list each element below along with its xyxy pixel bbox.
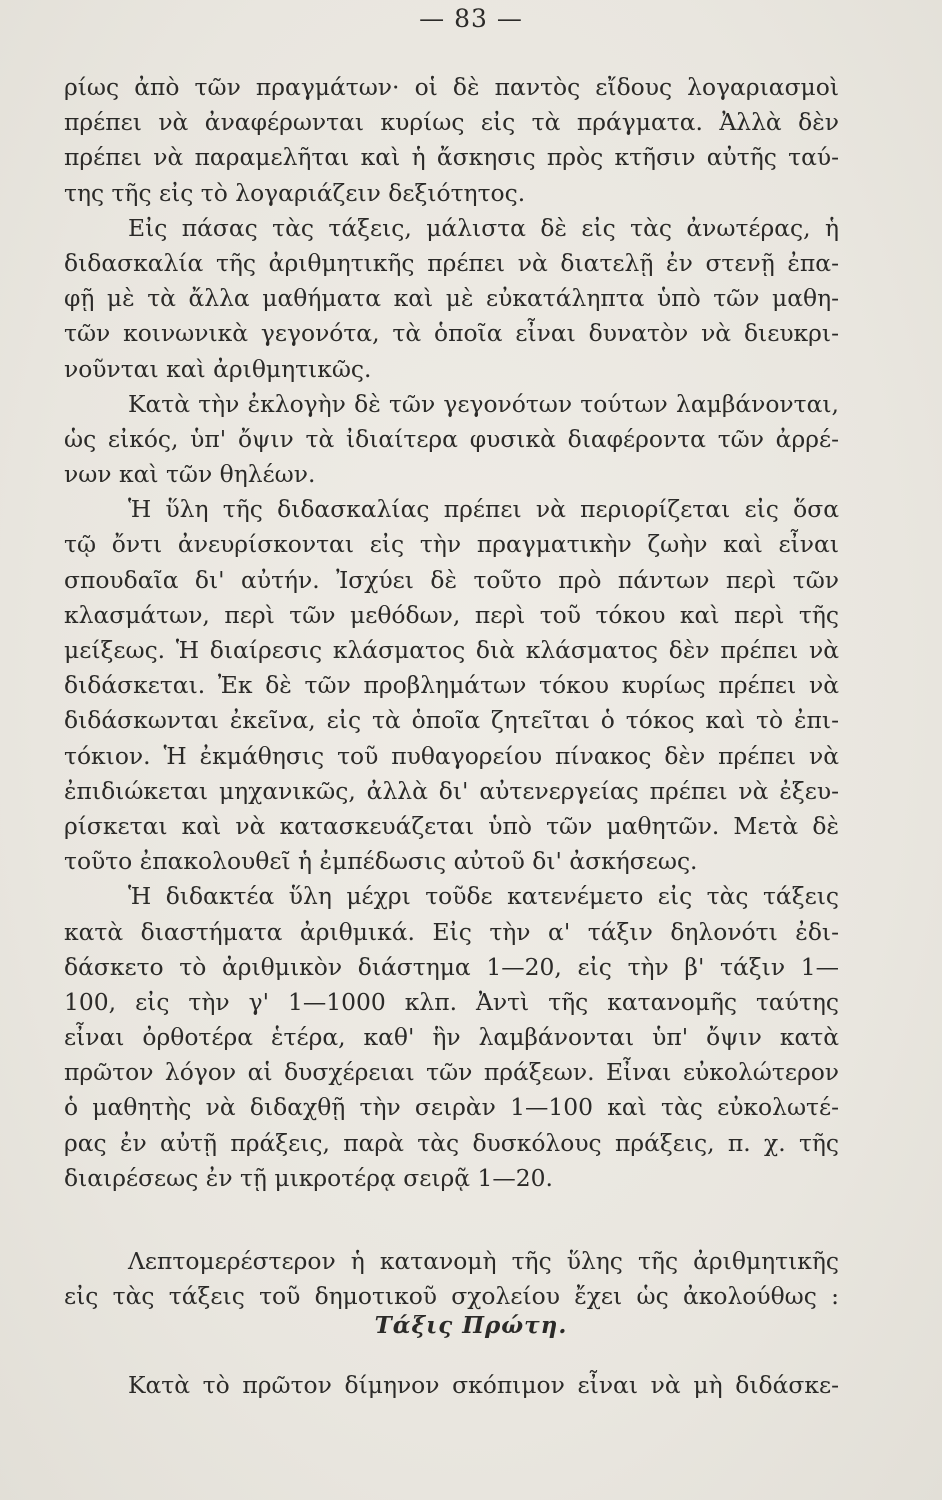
page-number: — 83 —	[419, 4, 523, 33]
text-line: πρέπει νὰ ἀναφέρωνται κυρίως εἰς τὰ πράγματα. Ἀλλὰ δὲν	[64, 108, 839, 137]
text-line: κλασμάτων, περὶ τῶν μεθόδων, περὶ τοῦ τόκου καὶ περὶ τῆς	[64, 600, 839, 629]
text-line: τόκιον. Ἡ ἐκμάθησις τοῦ πυθαγορείου πίνακος δὲν πρέπει νὰ	[64, 741, 839, 770]
text-line: τῷ ὄντι ἀνευρίσκονται εἰς τὴν πραγματικὴν ζωὴν καὶ εἶναι	[64, 530, 839, 559]
text-line: της τῆς εἰς τὸ λογαριάζειν δεξιότητος.	[64, 178, 526, 207]
paragraph	[64, 492, 839, 879]
text-line: Κατὰ τὴν ἐκλογὴν δὲ τῶν γεγονότων τούτων λαμβάνονται,	[128, 389, 839, 418]
paragraph-gap	[64, 1196, 839, 1244]
text-line: πρέπει νὰ παραμελῆται καὶ ἡ ἄσκησις πρὸς κτῆσιν αὐτῆς ταύ-	[64, 143, 839, 172]
text-line: δάσκετο τὸ ἀριθμικὸν διάστημα 1—20, εἰς τὴν β' τάξιν 1—	[64, 952, 839, 981]
section-heading: Τάξις Πρώτη.	[374, 1312, 568, 1339]
text-line: εἰς τὰς τάξεις τοῦ δημοτικοῦ σχολείου ἔχει ὡς ἀκολούθως :	[64, 1282, 839, 1311]
text-line: πρῶτον λόγον αἱ δυσχέρειαι τῶν πράξεων. Εἶναι εὐκολώτερον	[64, 1058, 839, 1087]
text-line: Εἰς πάσας τὰς τάξεις, μάλιστα δὲ εἰς τὰς ἀνωτέρας, ἡ	[128, 213, 839, 242]
text-line: ρίως ἀπὸ τῶν πραγμάτων· οἱ δὲ παντὸς εἴδους λογαριασμοὶ	[64, 73, 839, 101]
body-text	[64, 70, 839, 1314]
text-line: νων καὶ τῶν θηλέων.	[64, 460, 316, 489]
text-line: τῶν κοινωνικὰ γεγονότα, τὰ ὁποῖα εἶναι δυνατὸν νὰ διευκρι-	[64, 319, 839, 348]
paragraph	[64, 211, 839, 387]
text-line: σπουδαῖα δι' αὐτήν. Ἰσχύει δὲ τοῦτο πρὸ πάντων περὶ τῶν	[64, 565, 839, 594]
paragraph	[64, 387, 839, 493]
text-line: ὁ μαθητὴς νὰ διδαχθῇ τὴν σειρὰν 1—100 καὶ τὰς εὐκολωτέ-	[64, 1093, 839, 1122]
paragraph	[64, 1244, 839, 1314]
text-line: ρας ἐν αὐτῇ πράξεις, παρὰ τὰς δυσκόλους πράξεις, π. χ. τῆς	[64, 1128, 839, 1157]
text-line: διδασκαλία τῆς ἀριθμητικῆς πρέπει νὰ διατελῇ ἐν στενῇ ἐπα-	[64, 248, 839, 277]
text-line: διδάσκωνται ἐκεῖνα, εἰς τὰ ὁποῖα ζητεῖται ὁ τόκος καὶ τὸ ἐπι-	[64, 706, 839, 735]
text-line: Ἡ διδακτέα ὕλη μέχρι τοῦδε κατενέμετο εἰς τὰς τάξεις	[128, 882, 839, 911]
text-line: διδάσκεται. Ἐκ δὲ τῶν προβλημάτων τόκου κυρίως πρέπει νὰ	[64, 671, 839, 700]
paragraph	[64, 879, 839, 1196]
paragraph	[64, 70, 839, 211]
text-line: διαιρέσεως ἐν τῇ μικροτέρᾳ σειρᾷ 1—20.	[64, 1163, 553, 1192]
text-line: Ἡ ὕλη τῆς διδασκαλίας πρέπει νὰ περιορίζεται εἰς ὅσα	[128, 495, 839, 524]
text-line: μείξεως. Ἡ διαίρεσις κλάσματος διὰ κλάσματος δὲν πρέπει νὰ	[64, 636, 839, 664]
text-line: εἶναι ὀρθοτέρα ἑτέρα, καθ' ἣν λαμβάνονται ὑπ' ὄψιν κατὰ	[64, 1023, 839, 1052]
text-line: ἐπιδιώκεται μηχανικῶς, ἀλλὰ δι' αὐτενεργείας πρέπει νὰ ἐξευ-	[64, 776, 839, 805]
final-text-line: Κατὰ τὸ πρῶτον δίμηνον σκόπιμον εἶναι νὰ μὴ διδάσκε-	[128, 1371, 839, 1399]
text-line: ὡς εἰκός, ὑπ' ὄψιν τὰ ἰδιαίτερα φυσικὰ διαφέροντα τῶν ἀρρέ-	[64, 424, 839, 453]
text-line: τοῦτο ἐπακολουθεῖ ἡ ἐμπέδωσις αὐτοῦ δι' ἀσκήσεως.	[64, 847, 698, 876]
text-line: Λεπτομερέστερον ἡ κατανομὴ τῆς ὕλης τῆς ἀριθμητικῆς	[128, 1247, 839, 1275]
text-line: νοῦνται καὶ ἀριθμητικῶς.	[64, 354, 372, 383]
text-line: φῇ μὲ τὰ ἄλλα μαθήματα καὶ μὲ εὐκατάληπτα ὑπὸ τῶν μαθη-	[64, 284, 839, 313]
text-line: κατὰ διαστήματα ἀριθμικά. Εἰς τὴν α' τάξιν δηλονότι ἐδι-	[64, 917, 839, 946]
text-line: 100, εἰς τὴν γ' 1—1000 κλπ. Ἀντὶ τῆς κατανομῆς ταύτης	[64, 987, 839, 1016]
text-line: ρίσκεται καὶ νὰ κατασκευάζεται ὑπὸ τῶν μαθητῶν. Μετὰ δὲ	[64, 811, 839, 840]
